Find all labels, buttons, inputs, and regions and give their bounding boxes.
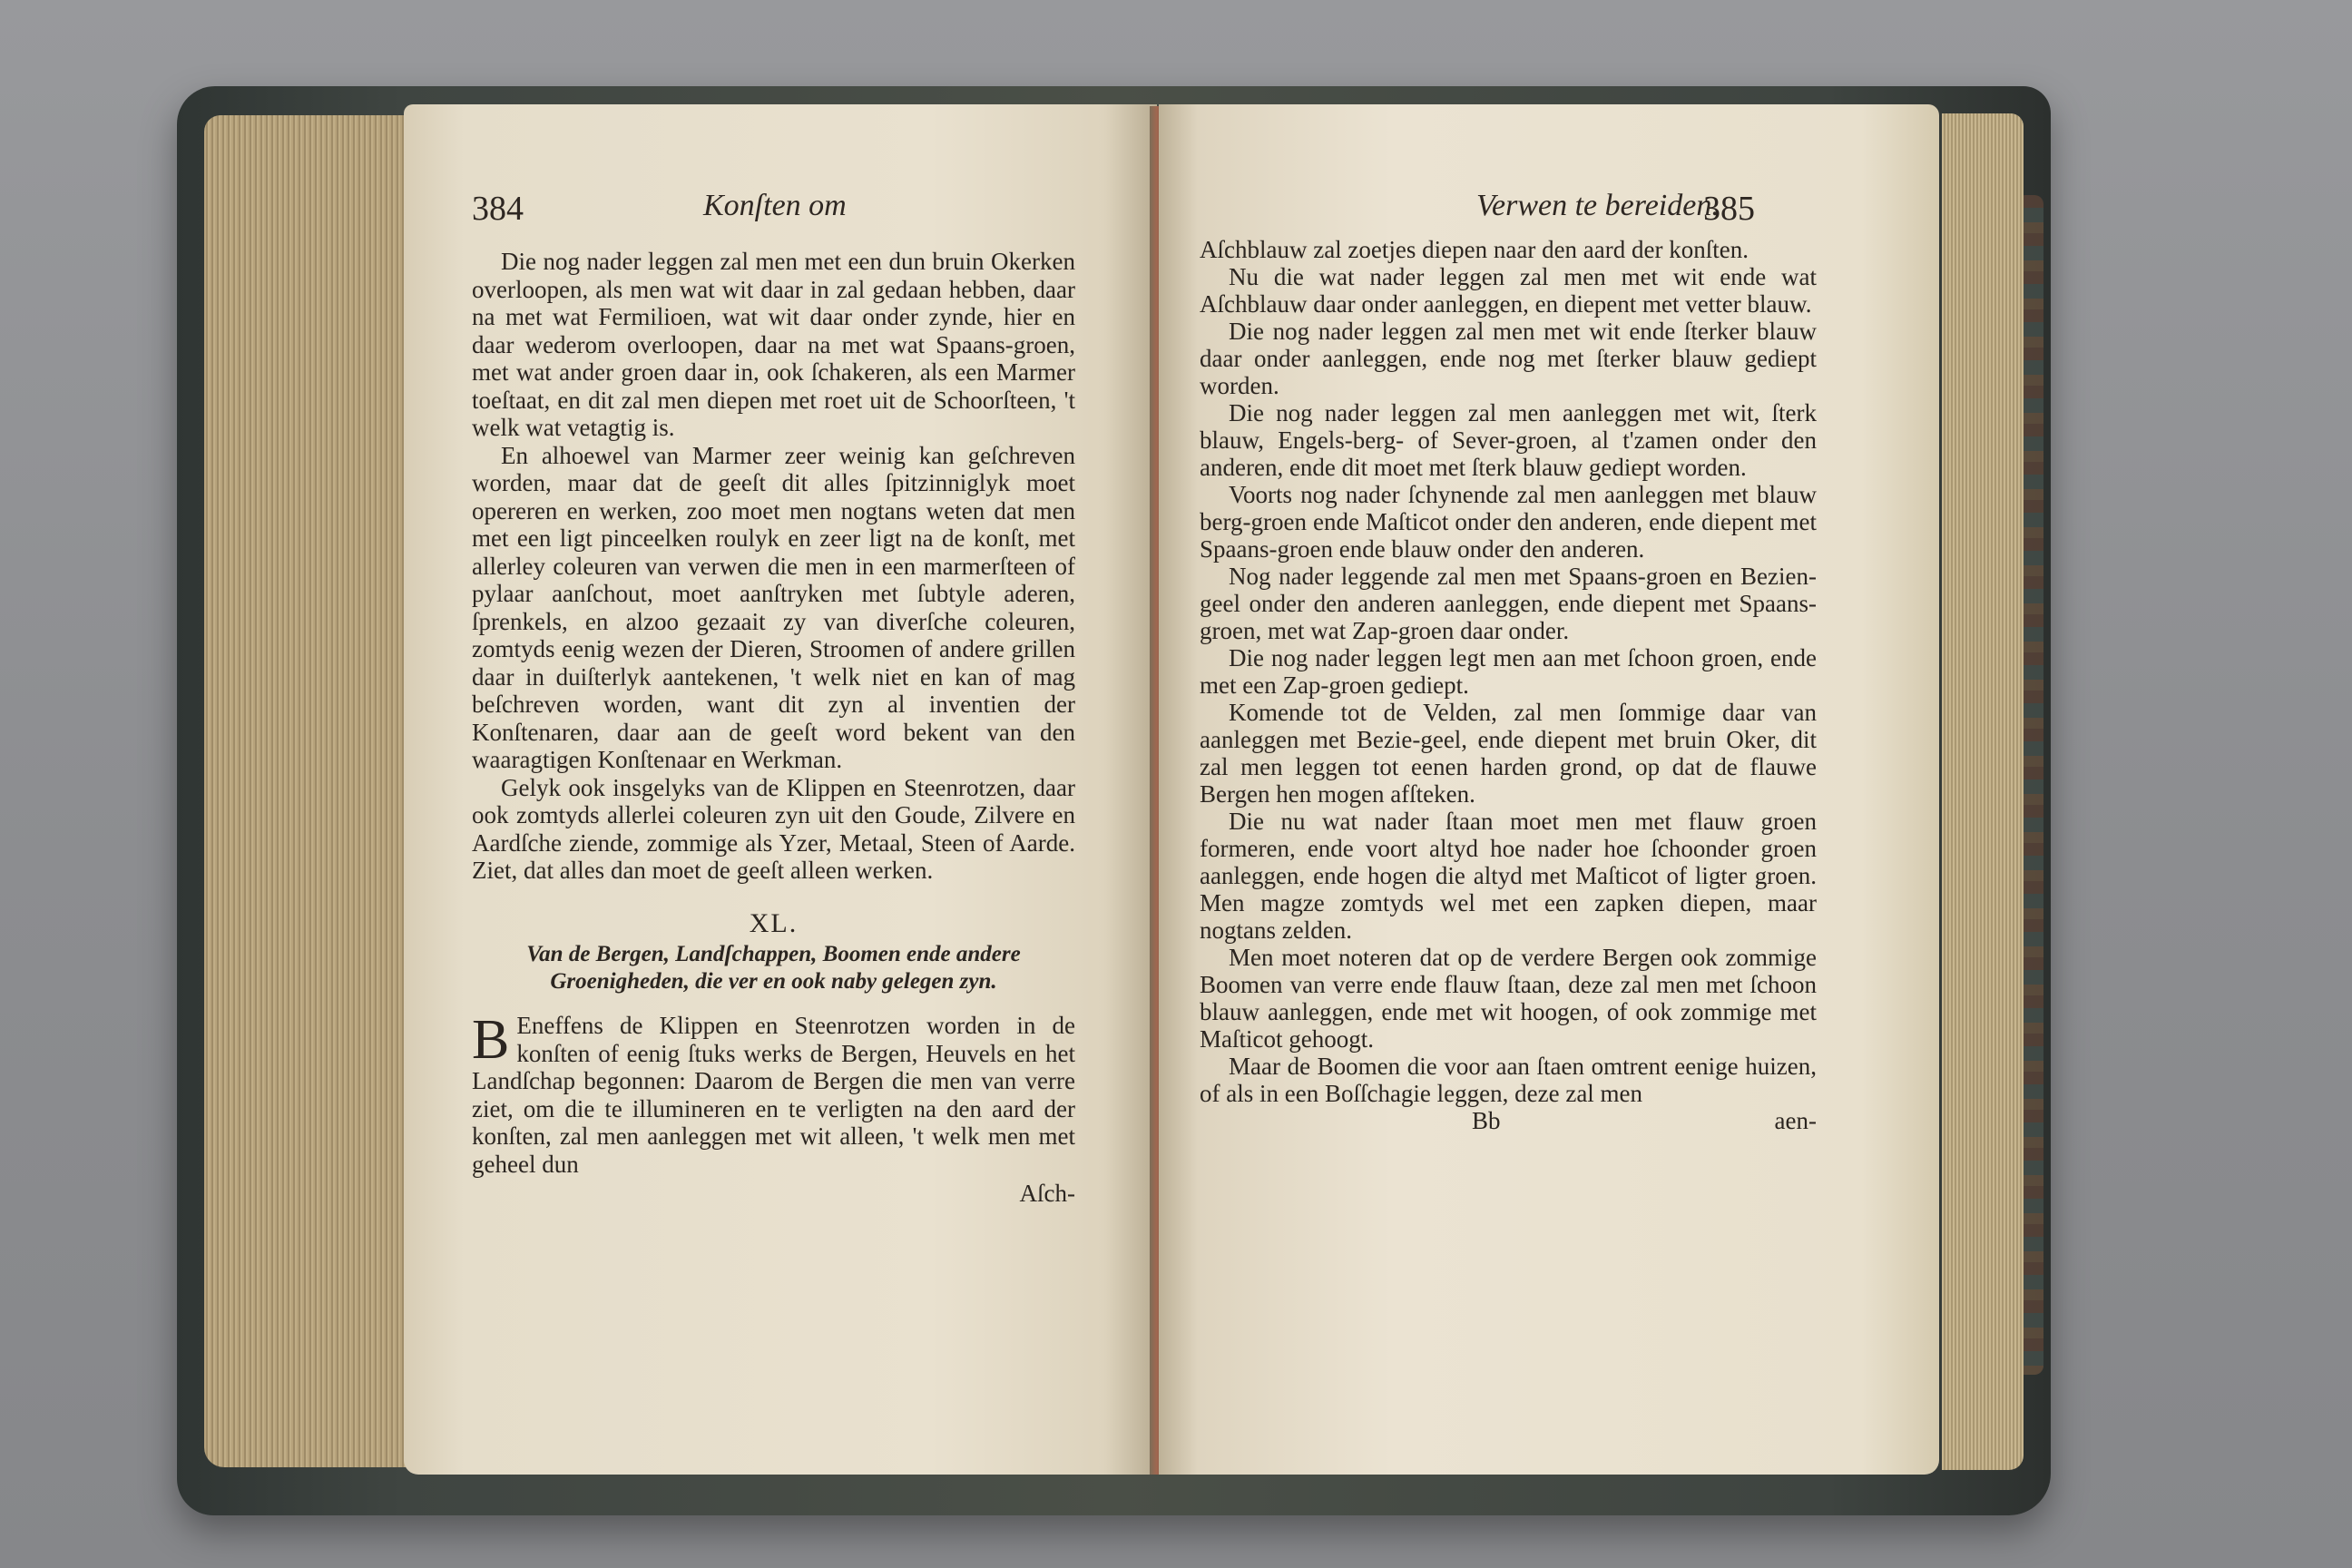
paragraph: Gelyk ook insgelyks van de Klippen en Steenrotzen, daar ook zomtyds allerlei coleuren zyn uit den Goude, Zilvere en Aardſche ziende, zommige als Yzer, Metaal, Steen of Aarde. Ziet, dat alles dan moet de geeſt alleen werken. — [472, 773, 1075, 884]
paragraph: Die nog nader leggen zal men met een dun bruin Okerken overloopen, als men wat wit daar in zal gedaan hebben, daar na met wat Fermilioen, wat wit daar onder zynde, hier en daar wederom overloopen, daar na met wat Spaans-groen, met wat ander groen daar in, ook ſchakeren, als een Marmer toeſtaat, en dit zal men diepen met roet uit de Schoorſteen, 't welk wat vetagtig is. — [472, 248, 1075, 441]
section-title: Van de Bergen, Landſchappen, Boomen ende andere Groenigheden, die ver en ook naby gelegen zyn. — [526, 942, 1021, 994]
paragraph-text: Eneffens de Klippen en Steenrotzen worden in de konſten of eenig ſtuks werks de Bergen, Heuvels en het Landſchap begonnen: Daarom de Bergen die men van verre ziet, om die te illumineren en te verligten na den aard der konſten, zal men aanleggen met wit alleen, 't welk men met geheel dun — [472, 1012, 1075, 1178]
right-page-footer — [1200, 1107, 1817, 1136]
paragraph: Komende tot de Velden, zal men ſommige daar van aanleggen met Bezie-geel, ende diepent met bruin Oker, dit zal men leggen tot eenen harden grond, op dat de flauwe Bergen hen mogen afſteken. — [1200, 699, 1817, 808]
paragraph: Voorts nog nader ſchynende zal men aanleggen met blauw berg-groen ende Maſticot onder den anderen, ende diepent met Spaans-groen ende blauw onder den anderen. — [1200, 481, 1817, 563]
right-catchword: aen- — [1774, 1107, 1817, 1134]
signature-mark: Bb — [1472, 1107, 1501, 1134]
paragraph: En alhoewel van Marmer zeer weinig kan geſchreven worden, maar dat de geeſt dit alles ſpitzinniglyk moet opereren en werken, zoo moet men nogtans weten dat men met een ligt pinceelken roulyk en zeer ligt na de konſt, met allerley coleuren van verwen die men in een marmerſteen of pylaar aanſchout, moet aanſtryken met ſubtyle aderen, ſprenkels, en alzoo gezaait zy van diverſche coleuren, zomtyds eenig wezen der Dieren, Stroomen of andere grillen daar in duiſterlyk aantekenen, 't welk niet en kan of mag beſchreven worden, want dit zyn al inventien der Konſtenaren, daar aan de geeſt word bekent van den waaragtigen Konſtenaar en Werkman. — [472, 441, 1075, 773]
paragraph: Maar de Boomen die voor aan ſtaen omtrent eenige huizen, of als in een Boſſchagie leggen, deze zal men — [1200, 1053, 1817, 1107]
open-book — [177, 86, 2051, 1515]
right-running-title: Verwen te bereiden. — [1476, 189, 1720, 222]
section-opening-paragraph — [472, 1009, 1075, 1178]
paragraph: Die nog nader leggen zal men met wit ende ſterker blauw daar onder aanleggen, ende nog met ſterker blauw gediept worden. — [1200, 318, 1817, 399]
left-running-head — [404, 189, 1157, 228]
left-catchword: Aſch- — [1019, 1180, 1075, 1207]
left-page-number: 384 — [472, 190, 524, 228]
section-number: XL. — [749, 907, 799, 938]
paragraph: Aſchblauw zal zoetjes diepen naar den aard der konſten. — [1200, 236, 1749, 263]
left-page — [404, 104, 1157, 1475]
paragraph: Nu die wat nader leggen zal men met wit ende wat Aſchblauw daar onder aanleggen, en diepent met vetter blauw. — [1200, 263, 1817, 318]
paragraph: Die nog nader leggen zal men aanleggen met wit, ſterk blauw, Engels-berg- of Sever-groen, al t'zamen onder den anderen, ende dit moet met ſterk blauw gediept worden. — [1200, 399, 1817, 481]
page-block-right-edge — [1942, 113, 2024, 1470]
drop-cap: B — [472, 1009, 510, 1071]
right-page-text — [1200, 236, 1817, 1136]
right-page-number: 385 — [1703, 190, 1755, 228]
paragraph: Die nog nader leggen legt men aan met ſchoon groen, ende met een Zap-groen gediept. — [1200, 644, 1817, 699]
paragraph: Die nu wat nader ſtaan moet men met flauw groen formeren, ende voort altyd hoe nader hoe ſchoonder groen aanleggen, ende hogen die altyd met Maſticot of ligter groen. Men magze zomtyds wel met een zapken diepen, maar nogtans zelden. — [1200, 808, 1817, 944]
left-page-text — [472, 248, 1075, 1208]
right-running-head — [1159, 189, 1939, 228]
left-running-title: Konſten om — [703, 189, 847, 222]
paragraph: Nog nader leggende zal men met Spaans-groen en Bezien-geel onder den anderen aanleggen, ende diepent met Spaans-groen, met wat Zap-groen daar onder. — [1200, 563, 1817, 644]
right-page — [1159, 104, 1939, 1475]
page-block-left-edge — [204, 115, 431, 1467]
paragraph: Men moet noteren dat op de verdere Bergen ook zommige Boomen van verre ende flauw ſtaan, deze zal men met ſchoon blauw aanleggen, ende met wit hoogen, of ook zommige met Maſticot gehoogt. — [1200, 944, 1817, 1053]
